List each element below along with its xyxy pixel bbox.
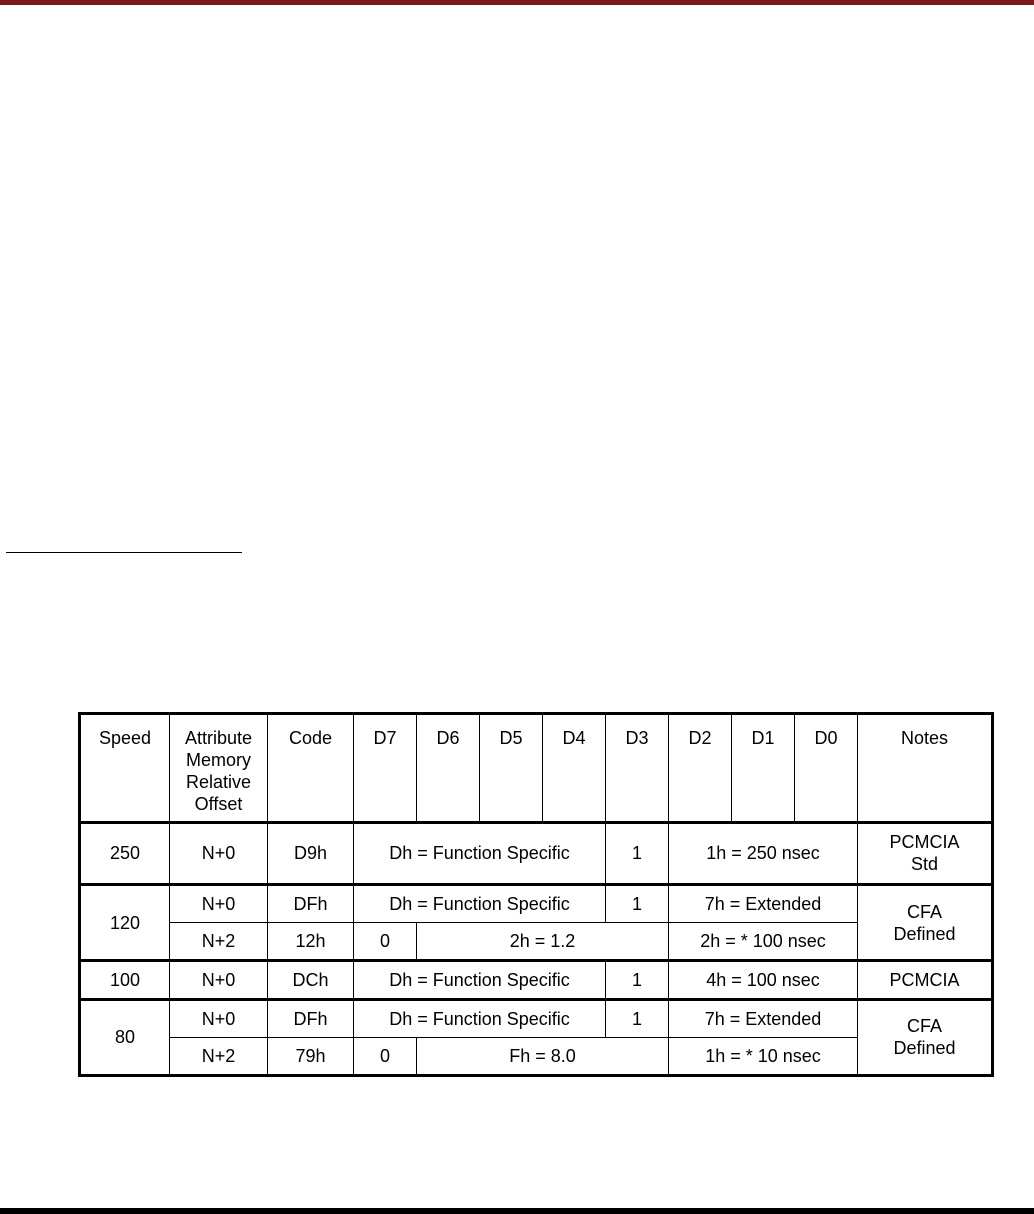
cell-offset: N+0 [170,822,268,884]
speed-timing-table [78,712,994,1077]
cell-d7-d4: Dh = Function Specific [354,961,606,999]
table-row [80,999,993,1037]
header-offset-line-1: Attribute [184,728,253,748]
cell-d2-d0: 2h = * 100 nsec [669,923,858,961]
header-d1: D1 [732,714,795,823]
cell-code: 12h [268,923,354,961]
cell-code: D9h [268,822,354,884]
table-row [80,1037,993,1075]
cell-d7-d4: Dh = Function Specific [354,999,606,1037]
header-d6: D6 [417,714,480,823]
header-d5: D5 [480,714,543,823]
cell-notes-line-2: Defined [893,1038,956,1059]
header-d7: D7 [354,714,417,823]
header-notes: Notes [858,714,993,823]
header-d3: D3 [606,714,669,823]
cell-notes: PCMCIA [858,961,993,999]
cell-d2-d0: 1h = 250 nsec [669,822,858,884]
cell-d7-d4: Dh = Function Specific [354,884,606,922]
cell-code: DFh [268,999,354,1037]
cell-notes-line-2: Std [910,854,939,875]
cell-d6-d3: Fh = 8.0 [417,1037,669,1075]
cell-notes-line-1: CFA [906,1016,942,1037]
cell-notes-line-1: CFA [906,901,942,922]
cell-offset: N+0 [170,961,268,999]
table-row [80,923,993,961]
header-row [80,714,993,823]
cell-offset: N+2 [170,923,268,961]
cell-d6-d3: 2h = 1.2 [417,923,669,961]
cell-d2-d0: 1h = * 10 nsec [669,1037,858,1075]
cell-d3: 1 [606,884,669,922]
cell-d2-d0: 4h = 100 nsec [669,961,858,999]
cell-notes [858,884,993,960]
cell-notes-line-1: PCMCIA [889,832,960,853]
header-d4: D4 [543,714,606,823]
cell-offset: N+2 [170,1037,268,1075]
heading-underline [6,552,242,553]
cell-offset: N+0 [170,884,268,922]
cell-offset: N+0 [170,999,268,1037]
cell-speed: 120 [80,884,170,960]
cell-code: 79h [268,1037,354,1075]
cell-d7: 0 [354,923,417,961]
cell-d2-d0: 7h = Extended [669,884,858,922]
cell-notes [858,822,993,884]
cell-d3: 1 [606,822,669,884]
header-d0: D0 [795,714,858,823]
header-offset-line-4: Offset [194,794,243,814]
header-code: Code [268,714,354,823]
header-speed: Speed [80,714,170,823]
cell-speed: 80 [80,999,170,1075]
table-row [80,884,993,922]
header-d2: D2 [669,714,732,823]
cell-notes-line-2: Defined [893,923,956,944]
cell-d7: 0 [354,1037,417,1075]
cell-speed: 250 [80,822,170,884]
bottom-rule [0,1208,1034,1214]
cell-speed: 100 [80,961,170,999]
table-row [80,822,993,884]
top-rule [0,0,1034,5]
cell-d3: 1 [606,961,669,999]
cell-d3: 1 [606,999,669,1037]
table-row [80,961,993,999]
cell-code: DCh [268,961,354,999]
cell-notes [858,999,993,1075]
header-offset-line-2: Memory [185,750,251,770]
header-offset [170,714,268,823]
cell-d7-d4: Dh = Function Specific [354,822,606,884]
cell-code: DFh [268,884,354,922]
cell-d2-d0: 7h = Extended [669,999,858,1037]
header-offset-line-3: Relative [185,772,252,792]
